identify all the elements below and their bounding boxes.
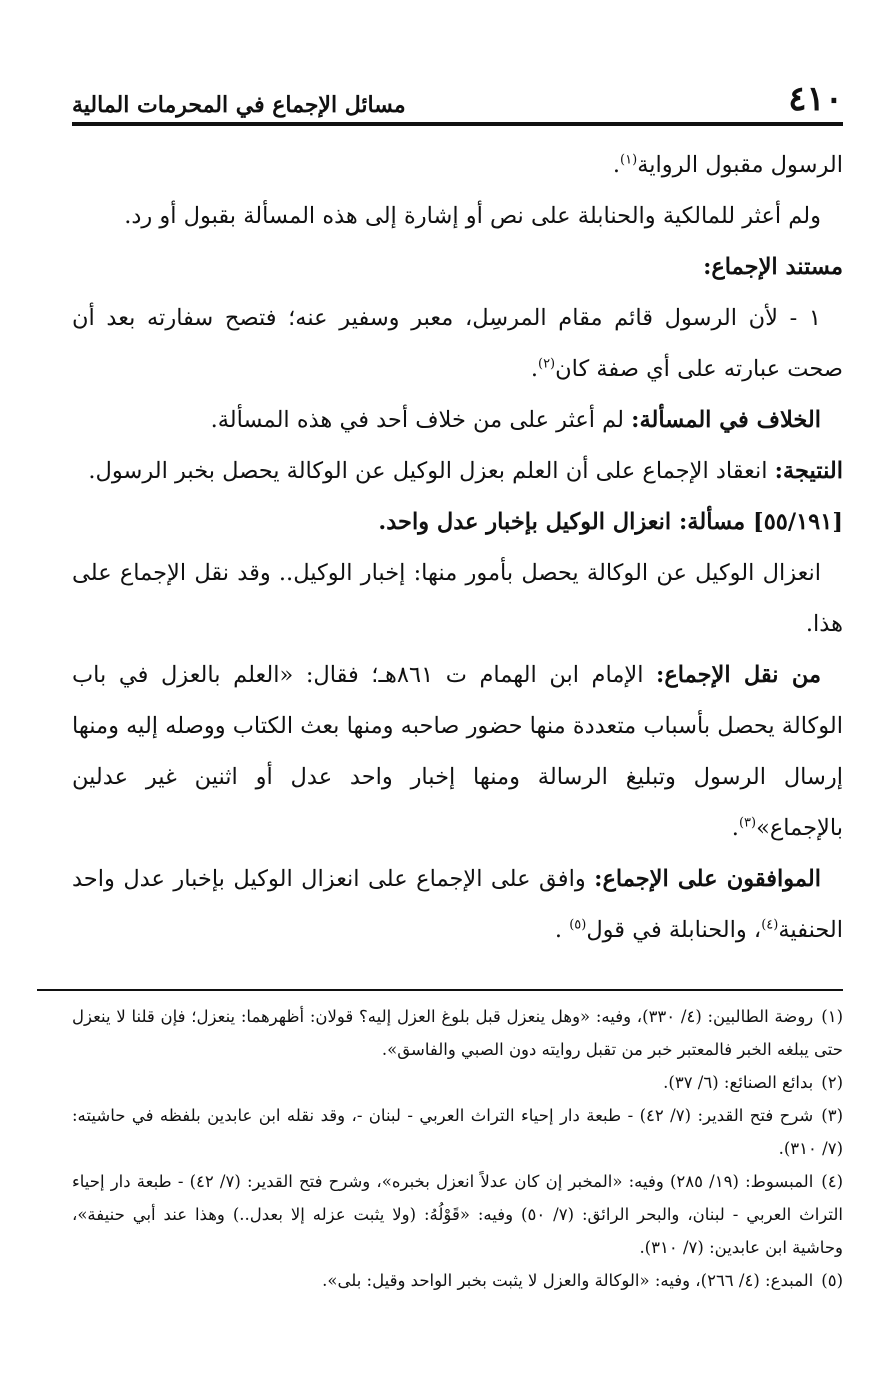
footnote-2: (٢)بدائع الصنائع: (٦/ ٣٧). — [663, 1073, 843, 1092]
footnote-divider — [37, 989, 843, 991]
footnote-ref-5: (٥) — [569, 917, 587, 933]
paragraph-dispute: الخلاف في المسألة: لم أعثر على من خلاف أحد في هذه المسألة. — [210, 407, 821, 433]
footnote-5: (٥)المبدع: (٤/ ٢٦٦)، وفيه: «الوكالة والعزل لا يثبت بخبر الواحد وقيل: بلى». — [322, 1271, 843, 1290]
result-label: النتيجة: — [774, 458, 843, 484]
section-heading-basis: مستند الإجماع: — [703, 254, 843, 280]
footnote-3: (٣)شرح فتح القدير: (٧/ ٤٢) - طبعة دار إحياء التراث العربي - لبنان -، وقد نقله ابن عابدين بلفظه في حاشيته: (٧/ ٣١٠). — [72, 1106, 844, 1158]
footnote-1: (١)روضة الطالبين: (٤/ ٣٣٠)، وفيه: «وهل ينعزل قبل بلوغ العزل إليه؟ قولان: أظهرهما: ينعزل؛ فإن قلنا لا ينعزل حتى يبلغه الخبر فالمعتبر خبر من تقبل روايته دون الصبي والفاسق». — [72, 1007, 843, 1059]
footnotes — [72, 1000, 843, 1297]
footnote-ref-3: (٣) — [738, 815, 757, 831]
running-title: مسائل الإجماع في المحرمات المالية — [72, 92, 406, 118]
footnote-ref-2: (٢) — [537, 356, 556, 372]
footnote-4: (٤)المبسوط: (١٩/ ٢٨٥) وفيه: «المخبر إن كان عدلاً انعزل بخبره»، وشرح فتح القدير: (٧/ ٤٢) - طبعة دار إحياء التراث العربي - لبنان، والبحر الرائق: (٧/ ٥٠) وفيه: «قَوْلُهُ: (ولا يثبت عزله إلا بعدل..) وهذا عند أبي حنيفة»، وحاشية ابن عابدين: (٧/ ٣١٠). — [72, 1172, 844, 1257]
paragraph-issue-intro: انعزال الوكيل عن الوكالة يحصل بأمور منها: إخبار الوكيل.. وقد نقل الإجماع على هذا. — [72, 560, 843, 637]
footnote-ref-1: (١) — [620, 152, 638, 168]
paragraph-basis-1: ١ - لأن الرسول قائم مقام المرسِل، معبر وسفير عنه؛ فتصح سفارته بعد أن صحت عبارته على أي صفة كان$^{(٢)}$. — [72, 305, 843, 382]
page-header — [72, 70, 843, 126]
issue-heading: [٥٥/١٩١] مسألة: انعزال الوكيل بإخبار عدل واحد. — [378, 509, 843, 535]
paragraph-consensus-transmitter: من نقل الإجماع: الإمام ابن الهمام ت ٨٦١هـ؛ فقال: «العلم بالعزل في باب الوكالة يحصل بأسباب متعددة منها حضور صاحبه ومنها بعث الكتاب ووصله إليه ومنها إرسال الرسول وتبليغ الرسالة ومنها إخبار واحد عدل أو اثنين غير عدلين بالإجماع»$^{(٣)}$. — [72, 662, 843, 841]
paragraph-1: الرسول مقبول الرواية$^{(١)}$. — [612, 152, 843, 178]
paragraph-result: النتيجة: انعقاد الإجماع على أن العلم بعزل الوكيل عن الوكالة يحصل بخبر الرسول. — [88, 458, 843, 484]
paragraph-agreeing-scholars: الموافقون على الإجماع: وافق على الإجماع على انعزال الوكيل بإخبار عدل واحد الحنفية$^{(٤)}$، والحنابلة في قول$^{(٥)}$ . — [72, 866, 843, 943]
paragraph-2: ولم أعثر للمالكية والحنابلة على نص أو إشارة إلى هذه المسألة بقبول أو رد. — [124, 203, 821, 229]
page-number: ٤١٠ — [788, 79, 843, 119]
transmitter-label: من نقل الإجماع: — [656, 662, 821, 688]
dispute-label: الخلاف في المسألة: — [631, 407, 821, 433]
main-text — [72, 140, 843, 956]
agreeing-label: الموافقون على الإجماع: — [594, 866, 821, 892]
footnote-ref-4: (٤) — [761, 917, 779, 933]
